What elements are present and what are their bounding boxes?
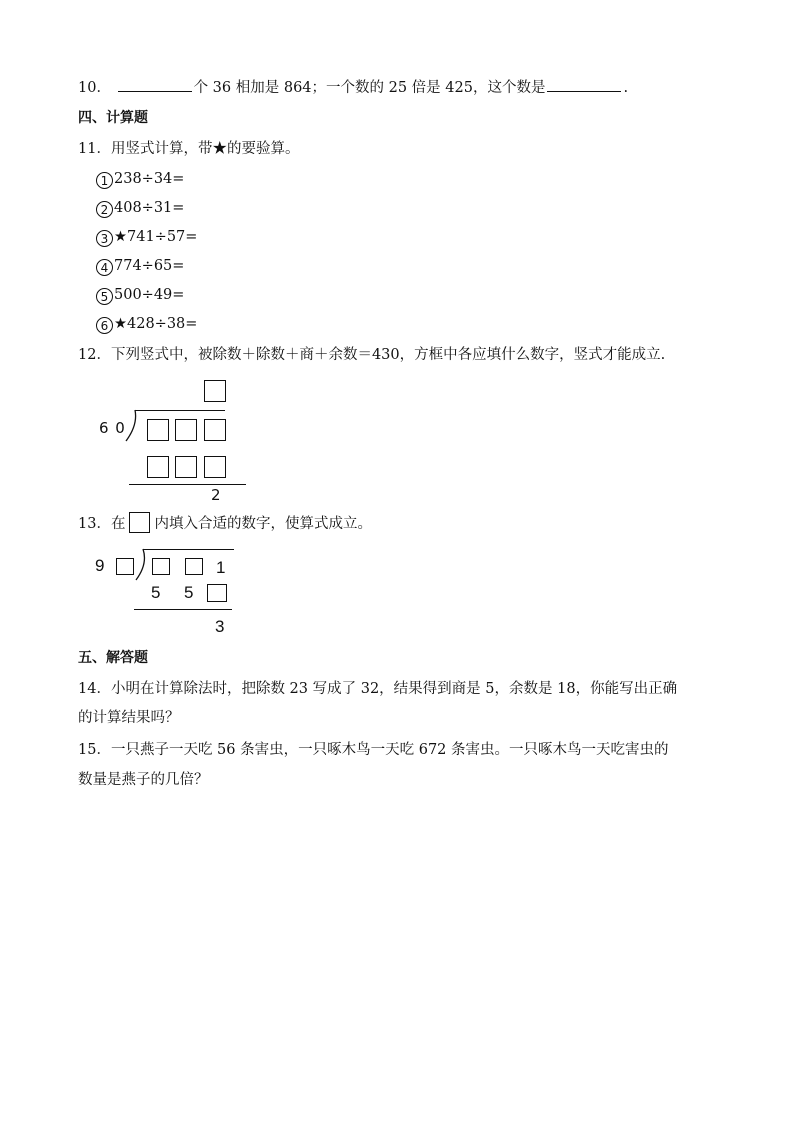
division-bracket xyxy=(124,409,138,443)
dividend-box[interactable] xyxy=(175,419,197,441)
division-bar xyxy=(135,410,225,411)
question-text: 在 xyxy=(110,516,126,532)
dividend-box[interactable] xyxy=(185,558,203,575)
quotient-box[interactable] xyxy=(204,380,226,402)
calc-expression: 774÷65= xyxy=(114,258,185,274)
calc-item-6 xyxy=(96,314,197,334)
calc-item-3 xyxy=(96,227,197,247)
calc-expression: 238÷34= xyxy=(114,171,185,187)
question-text: 一只燕子一天吃 56 条害虫，一只啄木鸟一天吃 672 条害虫。一只啄木鸟一天吃害虫的 xyxy=(110,742,669,758)
question-14 xyxy=(78,679,677,699)
question-text: 内填入合适的数字，使算式成立。 xyxy=(154,516,372,532)
dividend-box[interactable] xyxy=(147,419,169,441)
circled-number: 6 xyxy=(96,317,113,334)
question-text: 用竖式计算，带★的要验算。 xyxy=(110,141,300,157)
question-number: 14． xyxy=(78,681,111,697)
question-text: 个 36 相加是 864；一个数的 25 倍是 425，这个数是 xyxy=(193,80,546,96)
dividend-box[interactable] xyxy=(152,558,170,575)
calc-item-5 xyxy=(96,285,184,305)
question-15 xyxy=(78,740,669,760)
section-heading-calculation: 四、计算题 xyxy=(78,110,148,126)
question-12 xyxy=(78,345,665,365)
product-digit: 5 xyxy=(184,583,194,602)
dividend-digit: 1 xyxy=(216,558,226,577)
divisor-box[interactable] xyxy=(116,558,134,575)
question-15-continued: 数量是燕子的几倍？ xyxy=(78,772,209,788)
calc-item-4 xyxy=(96,256,184,276)
example-box xyxy=(129,512,150,533)
question-number: 10． xyxy=(78,80,111,96)
calc-expression: 408÷31= xyxy=(114,200,185,216)
question-text: 下列竖式中，被除数＋除数＋商＋余数＝430，方框中各应填什么数字，竖式才能成立. xyxy=(110,347,666,363)
question-number: 13． xyxy=(78,516,111,532)
question-number: 15． xyxy=(78,742,111,758)
question-11 xyxy=(78,139,299,159)
subtraction-line xyxy=(129,484,246,485)
product-box[interactable] xyxy=(147,456,169,478)
circled-number: 2 xyxy=(96,201,113,218)
divisor: 6 0 xyxy=(99,419,126,437)
calc-item-1 xyxy=(96,169,184,189)
division-bracket xyxy=(134,548,148,582)
circled-number: 4 xyxy=(96,259,113,276)
question-number: 12． xyxy=(78,347,111,363)
circled-number: 5 xyxy=(96,288,113,305)
calc-expression: 500÷49= xyxy=(114,287,185,303)
question-text: 小明在计算除法时，把除数 23 写成了 32，结果得到商是 5，余数是 18，你能写出正确 xyxy=(110,681,678,697)
answer-blank[interactable] xyxy=(547,77,621,92)
remainder: 2 xyxy=(211,486,221,504)
calc-expression: ★741÷57= xyxy=(114,229,198,245)
dividend-box[interactable] xyxy=(204,419,226,441)
product-box[interactable] xyxy=(175,456,197,478)
division-bar xyxy=(143,549,234,550)
circled-number: 1 xyxy=(96,172,113,189)
question-14-continued: 的计算结果吗？ xyxy=(78,710,180,726)
circled-number: 3 xyxy=(96,230,113,247)
question-number: 11． xyxy=(78,141,111,157)
product-digit: 5 xyxy=(151,583,161,602)
question-end: . xyxy=(623,80,629,96)
question-10 xyxy=(78,77,628,98)
section-heading-word-problems: 五、解答题 xyxy=(78,650,148,666)
calc-expression: ★428÷38= xyxy=(114,316,198,332)
subtraction-line xyxy=(134,609,232,610)
product-box[interactable] xyxy=(207,584,227,602)
remainder: 3 xyxy=(215,617,225,636)
answer-blank[interactable] xyxy=(118,77,192,92)
question-13 xyxy=(78,512,372,536)
product-box[interactable] xyxy=(204,456,226,478)
calc-item-2 xyxy=(96,198,184,218)
divisor-digit: 9 xyxy=(95,556,105,575)
